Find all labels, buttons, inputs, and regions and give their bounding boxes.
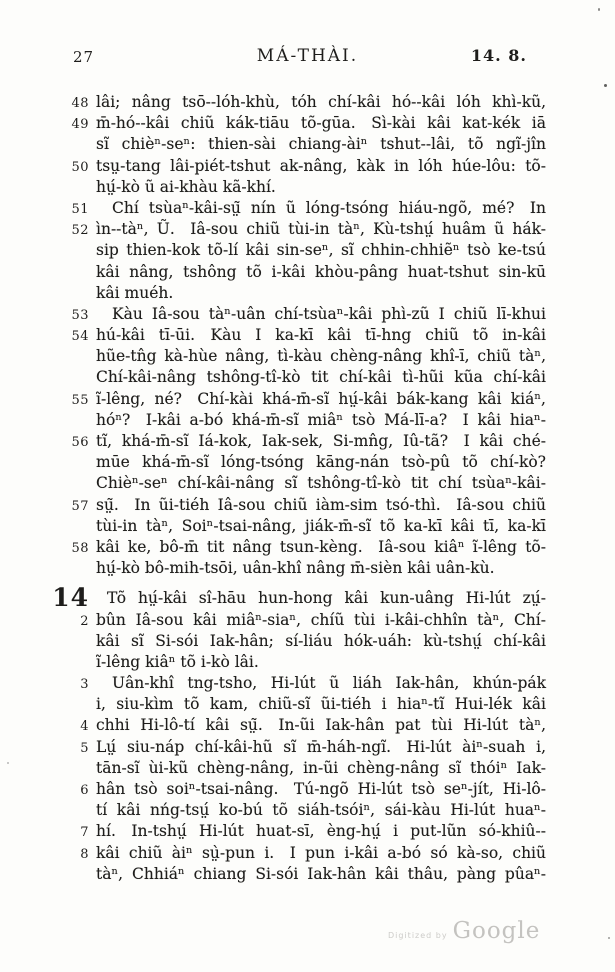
- text-line: [0, 262, 615, 283]
- verse-text: hṳ́-kò bô-mih-tsōi, uân-khî nâng m̄-sièn kâi uân-kù.: [96, 559, 495, 578]
- verse-text: bûn Iâ-sou kâi miâⁿ-siaⁿ, chíũ tùi i-kâi-chhîn tàⁿ, Chí-: [96, 610, 546, 629]
- verse-number: 4: [80, 719, 89, 735]
- verse-number: 48: [71, 96, 89, 111]
- watermark: [388, 918, 540, 944]
- text-line: [0, 134, 615, 155]
- verse-text: tàⁿ, Chhiáⁿ chiang Si-sói Iak-hân kâi thâu, pàng pûaⁿ-: [96, 864, 546, 883]
- verse-text: Tõ hṳ́-kâi sî-hāu hun-hong kâi kun-uâng Hi-lút zṳ́-: [107, 589, 546, 608]
- text-line: [0, 410, 615, 431]
- verse-number: [0, 283, 89, 304]
- verse-text: tsṳ-tang lâi-piét-tshut ak-nâng, kàk in lóh húe-lôu: tõ-: [96, 156, 546, 175]
- verse-number: 51: [71, 201, 89, 217]
- text-line: [0, 431, 615, 452]
- text-line: [0, 177, 615, 198]
- text-line: [0, 583, 615, 613]
- google-logo: Google: [452, 918, 541, 944]
- verse-number: [0, 631, 89, 652]
- verse-number: 55: [71, 392, 89, 408]
- verse-number: [0, 262, 89, 283]
- scripture-text-block: [0, 92, 615, 885]
- text-line: [0, 864, 615, 885]
- ink-speck: [608, 937, 610, 939]
- text-line: [0, 198, 615, 219]
- watermark-prefix: Digitized by: [388, 931, 448, 940]
- verse-text: i, siu-kìm tõ kam, chiũ-sĩ ũi-tiéh i hiaⁿ-tĩ Hui-lék kâi: [96, 695, 546, 714]
- text-line: [0, 537, 615, 558]
- verse-number: [0, 134, 89, 155]
- verse-number: [0, 800, 89, 821]
- verse-reference: 14. 8.: [470, 46, 527, 65]
- verse-number: 57: [71, 498, 89, 514]
- verse-text: mūe khá-m̄-sĩ lóng-tsóng kāng-nán tsò-pû tõ chí-kò?: [96, 453, 546, 472]
- ink-speck: [604, 84, 607, 87]
- text-line: [0, 367, 615, 388]
- verse-text: Chièⁿ-seⁿ chí-kâi-nâng sĩ tshông-tî-kò tit chí tsùaⁿ-kâi-: [96, 474, 546, 493]
- verse-text: sṳ̃. In ũi-tiéh Iâ-sou chiũ iàm-sim tsó-thì. Iâ-sou chiũ: [96, 495, 546, 514]
- verse-number: [0, 473, 89, 494]
- page-number: 27: [73, 48, 95, 66]
- verse-number: 7: [80, 825, 89, 841]
- verse-text: tān-sĩ ùi-kũ chèng-nâng, in-ũi chèng-nâng sĩ thóiⁿ Iak-: [96, 758, 546, 777]
- verse-number: 54: [71, 329, 89, 345]
- text-line: [0, 652, 615, 673]
- verse-number: [0, 177, 89, 198]
- verse-text: sip thien-kok tõ-lí kâi sin-seⁿ, sĩ chhin-chhiẽⁿ tsò ke-tsú: [96, 241, 546, 260]
- verse-number: 2: [80, 613, 89, 629]
- verse-number: [0, 452, 89, 473]
- text-line: [0, 473, 615, 494]
- chapter-number: 14: [52, 583, 89, 613]
- verse-text: hũe-tn̂g kà-hùe nâng, tì-kàu chèng-nâng khî-ī, chiũ tàⁿ,: [96, 347, 546, 366]
- text-line: [0, 325, 615, 346]
- text-line: [0, 240, 615, 261]
- verse-text: ĩ-lêng kiâⁿ tõ i-kò lâi.: [96, 652, 259, 671]
- text-line: [0, 452, 615, 473]
- verse-number: [0, 694, 89, 715]
- verse-number: [0, 240, 89, 261]
- verse-number: 53: [71, 307, 89, 323]
- text-line: [0, 758, 615, 779]
- verse-number: [0, 558, 89, 579]
- text-line: [0, 219, 615, 240]
- verse-text: hân tsò soiⁿ-tsai-nâng. Tú-ngõ Hi-lút tsò seⁿ-jít, Hi-lô-: [96, 780, 546, 798]
- verse-text: m̄-hó--kâi chiũ kák-tiāu tõ-gūa. Sì-kài kâi kat-kék iā: [96, 114, 546, 133]
- verse-text: sĩ chièⁿ-seⁿ: thien-sài chiang-àiⁿ tshut--lâi, tõ ngĩ-jîn: [96, 135, 546, 154]
- text-line: [0, 800, 615, 821]
- text-line: [0, 737, 615, 758]
- verse-text: kâi muéh.: [96, 283, 174, 302]
- verse-number: 58: [71, 540, 89, 556]
- verse-number: [0, 346, 89, 367]
- text-line: [0, 516, 615, 537]
- verse-number: [0, 864, 89, 885]
- verse-number: 5: [80, 740, 89, 756]
- text-line: [0, 631, 615, 652]
- text-line: [0, 495, 615, 516]
- verse-text: lâi; nâng tsō--lóh-khù, tóh chí-kâi hó--kâi lóh khì-kũ,: [96, 93, 546, 111]
- verse-number: 56: [71, 435, 89, 450]
- text-line: [0, 558, 615, 579]
- book-title: MÁ-THÀI.: [256, 46, 359, 66]
- verse-number: 8: [80, 846, 89, 862]
- text-line: [0, 92, 615, 113]
- verse-text: kâi nâng, tshông tõ i-kâi khòu-pâng huat-tshut sin-kū: [96, 262, 546, 281]
- verse-text: ĩ-lêng, né? Chí-kài khá-m̄-sĩ hṳ́-kâi bák-kang kâi kiáⁿ,: [96, 389, 546, 408]
- verse-number: [0, 758, 89, 779]
- verse-number: [0, 516, 89, 537]
- verse-text: hṳ́-kò ũ ai-khàu kã-khí.: [96, 177, 276, 196]
- text-line: [0, 610, 615, 631]
- verse-text: tĩ, khá-m̄-sĩ Iá-kok, Iak-sek, Si-mn̂g, Iû-tã? I kâi ché-: [96, 432, 546, 450]
- verse-text: hú-kâi tī-ūi. Kàu I ka-kī kâi tī-hng chiũ tõ in-kâi: [96, 326, 546, 345]
- verse-number: 3: [80, 677, 89, 693]
- text-line: [0, 389, 615, 410]
- text-line: [0, 843, 615, 864]
- verse-number: 52: [71, 223, 89, 239]
- verse-text: kâi sĩ Si-sói Iak-hân; sí-liáu hók-uáh: kù-tshṳ́ chí-kâi: [96, 631, 546, 650]
- verse-text: Lṳ́ siu-náp chí-kâi-hũ sĩ m̄-háh-ngĩ. Hi-lút àiⁿ-suah i,: [96, 737, 546, 756]
- verse-text: Kàu Iâ-sou tàⁿ-uân chí-tsùaⁿ-kâi phì-zũ I chiũ lī-khui: [112, 304, 546, 323]
- text-line: [0, 779, 615, 800]
- ink-speck: [7, 762, 9, 764]
- verse-number: 49: [71, 117, 89, 133]
- text-line: [0, 694, 615, 715]
- text-line: [0, 715, 615, 736]
- verse-text: tí kâi nńg-tsṳ́ ko-bú tõ siáh-tsóiⁿ, sái-kàu Hi-lút huaⁿ-: [96, 801, 546, 820]
- verse-number: 6: [80, 783, 89, 798]
- verse-text: ìn--tàⁿ, Ũ. Iâ-sou chiũ tùi-in tàⁿ, Kù-tshṳ́ huâm ũ hák-: [96, 220, 546, 239]
- verse-text: hóⁿ? I-kâi a-bó khá-m̄-sĩ miâⁿ tsò Má-lī-a? I kâi hiaⁿ-: [96, 410, 546, 429]
- verse-text: Chí tsùaⁿ-kâi-sṳ̃ nín ũ lóng-tsóng hiáu-ngõ, mé? In: [112, 198, 546, 217]
- ink-speck: [598, 8, 600, 11]
- verse-text: kâi ke, bô-m̄ tit nâng tsun-kèng. Iâ-sou kiâⁿ ĩ-lêng tõ-: [96, 537, 546, 556]
- text-line: [0, 283, 615, 304]
- text-line: [0, 673, 615, 694]
- text-line: [0, 821, 615, 842]
- verse-number: [0, 367, 89, 388]
- page-header: [0, 46, 615, 68]
- verse-text: Chí-kâi-nâng tshông-tî-kò tit chí-kâi tì-hũi kũa chí-kâi: [96, 368, 546, 387]
- verse-number: [0, 652, 89, 673]
- verse-text: hí. In-tshṳ́ Hi-lút huat-sī, èng-hṳ́ i put-lũn só-khiû--: [96, 822, 546, 841]
- text-line: [0, 346, 615, 367]
- verse-text: chhi Hi-lô-tí kâi sṳ̃. In-ũi Iak-hân pat tùi Hi-lút tàⁿ,: [96, 716, 546, 735]
- verse-number: [0, 410, 89, 431]
- text-line: [0, 304, 615, 325]
- verse-text: kâi chiũ àiⁿ sṳ̀-pun i. I pun i-kâi a-bó só kà-so, chiũ: [96, 843, 546, 862]
- verse-number: 50: [71, 159, 89, 175]
- text-line: [0, 156, 615, 177]
- verse-text: tùi-in tàⁿ, Soiⁿ-tsai-nâng, jiák-m̄-sĩ tõ ka-kī kâi tī, ka-kī: [96, 516, 546, 535]
- text-line: [0, 113, 615, 134]
- verse-text: Uân-khî tng-tsho, Hi-lút ũ liáh Iak-hân, khún-pák: [112, 674, 546, 693]
